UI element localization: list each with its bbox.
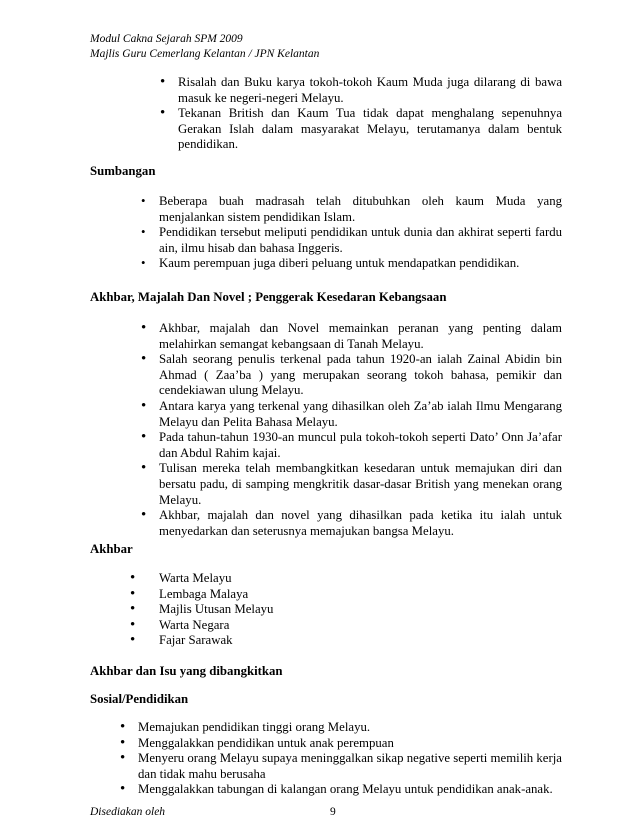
- list-item: • Memajukan pendidikan tinggi orang Melayu.: [120, 719, 371, 735]
- sosial-list: [120, 719, 562, 798]
- list-item: • Pendidikan tersebut meliputi pendidikan untuk dunia dan akhirat seperti fardu ain, ilmu hisab dan bahasa Inggeris.: [141, 225, 562, 255]
- akhbar-majalah-list: [141, 320, 562, 539]
- page-header: [90, 32, 319, 62]
- list-item: • Fajar Sarawak: [130, 632, 233, 649]
- header-title: Modul Cakna Sejarah SPM 2009: [90, 33, 243, 45]
- list-item: • Warta Negara: [130, 616, 230, 633]
- sumbangan-list: [141, 194, 562, 272]
- list-item: • Risalah dan Buku karya tokoh-tokoh Kaum Muda juga dilarang di bawa masuk ke negeri-negeri Melayu.: [160, 74, 562, 105]
- list-item: • Akhbar, majalah dan Novel memainkan peranan yang penting dalam melahirkan semangat kebangsaan di Tanah Melayu.: [141, 320, 562, 351]
- footer-prepared-by: Disediakan oleh: [90, 806, 166, 818]
- section-heading-sosial: Sosial/Pendidikan: [90, 692, 189, 706]
- list-item: • Menggalakkan pendidikan untuk anak perempuan: [120, 734, 394, 751]
- akhbar-list: [130, 570, 274, 649]
- list-item: • Antara karya yang terkenal yang dihasilkan oleh Za’ab ialah Ilmu Mengarang Melayu dan Pelita Bahasa Melayu.: [141, 397, 562, 429]
- header-subtitle: Majlis Guru Cemerlang Kelantan / JPN Kelantan: [90, 48, 320, 60]
- section-heading-akhbar-majalah: Akhbar, Majalah Dan Novel ; Penggerak Kesedaran Kebangsaan: [90, 290, 447, 304]
- list-item: • Menyeru orang Melayu supaya meninggalkan sikap negative seperti memilih kerja dan tidak mahu berusaha: [120, 750, 562, 781]
- intro-list: [160, 75, 562, 153]
- section-heading-sumbangan: Sumbangan: [90, 164, 156, 178]
- list-item: • Pada tahun-tahun 1930-an muncul pula tokoh-tokoh seperti Dato’ Onn Ja’afar dan Abdul Rahim kajai.: [141, 429, 562, 460]
- list-item: • Salah seorang penulis terkenal pada tahun 1920-an ialah Zainal Abidin bin Ahmad ( Zaa’ba ) yang merupakan seorang tokoh bahasa, pemikir dan cendekiawan ulung Melayu.: [141, 351, 562, 398]
- section-heading-isu: Akhbar dan Isu yang dibangkitkan: [90, 664, 283, 678]
- list-item: • Lembaga Malaya: [130, 585, 249, 602]
- list-item: • Tekanan British dan Kaum Tua tidak dapat menghalang sepenuhnya Gerakan Islah dalam masyarakat Melayu, terutamanya dalam bentuk pendidikan.: [160, 105, 562, 152]
- list-item: • Beberapa buah madrasah telah ditubuhkan oleh kaum Muda yang menjalankan sistem pendidikan Islam.: [141, 194, 562, 224]
- list-item: • Akhbar, majalah dan novel yang dihasilkan pada ketika itu ialah untuk menyedarkan dan seterusnya memajukan bangsa Melayu.: [141, 507, 562, 538]
- list-item: • Menggalakkan tabungan di kalangan orang Melayu untuk pendidikan anak-anak.: [120, 781, 553, 798]
- list-item: • Majlis Utusan Melayu: [130, 601, 274, 618]
- list-item: • Warta Melayu: [130, 570, 232, 586]
- list-item: • Kaum perempuan juga diberi peluang untuk mendapatkan pendidikan.: [141, 256, 520, 271]
- list-item: • Tulisan mereka telah membangkitkan kesedaran untuk memajukan diri dan bersatu padu, di samping mengkritik dasar-dasar British yang menekan orang Melayu.: [141, 460, 562, 507]
- page-number: 9: [330, 806, 336, 818]
- section-heading-akhbar: Akhbar: [90, 542, 133, 556]
